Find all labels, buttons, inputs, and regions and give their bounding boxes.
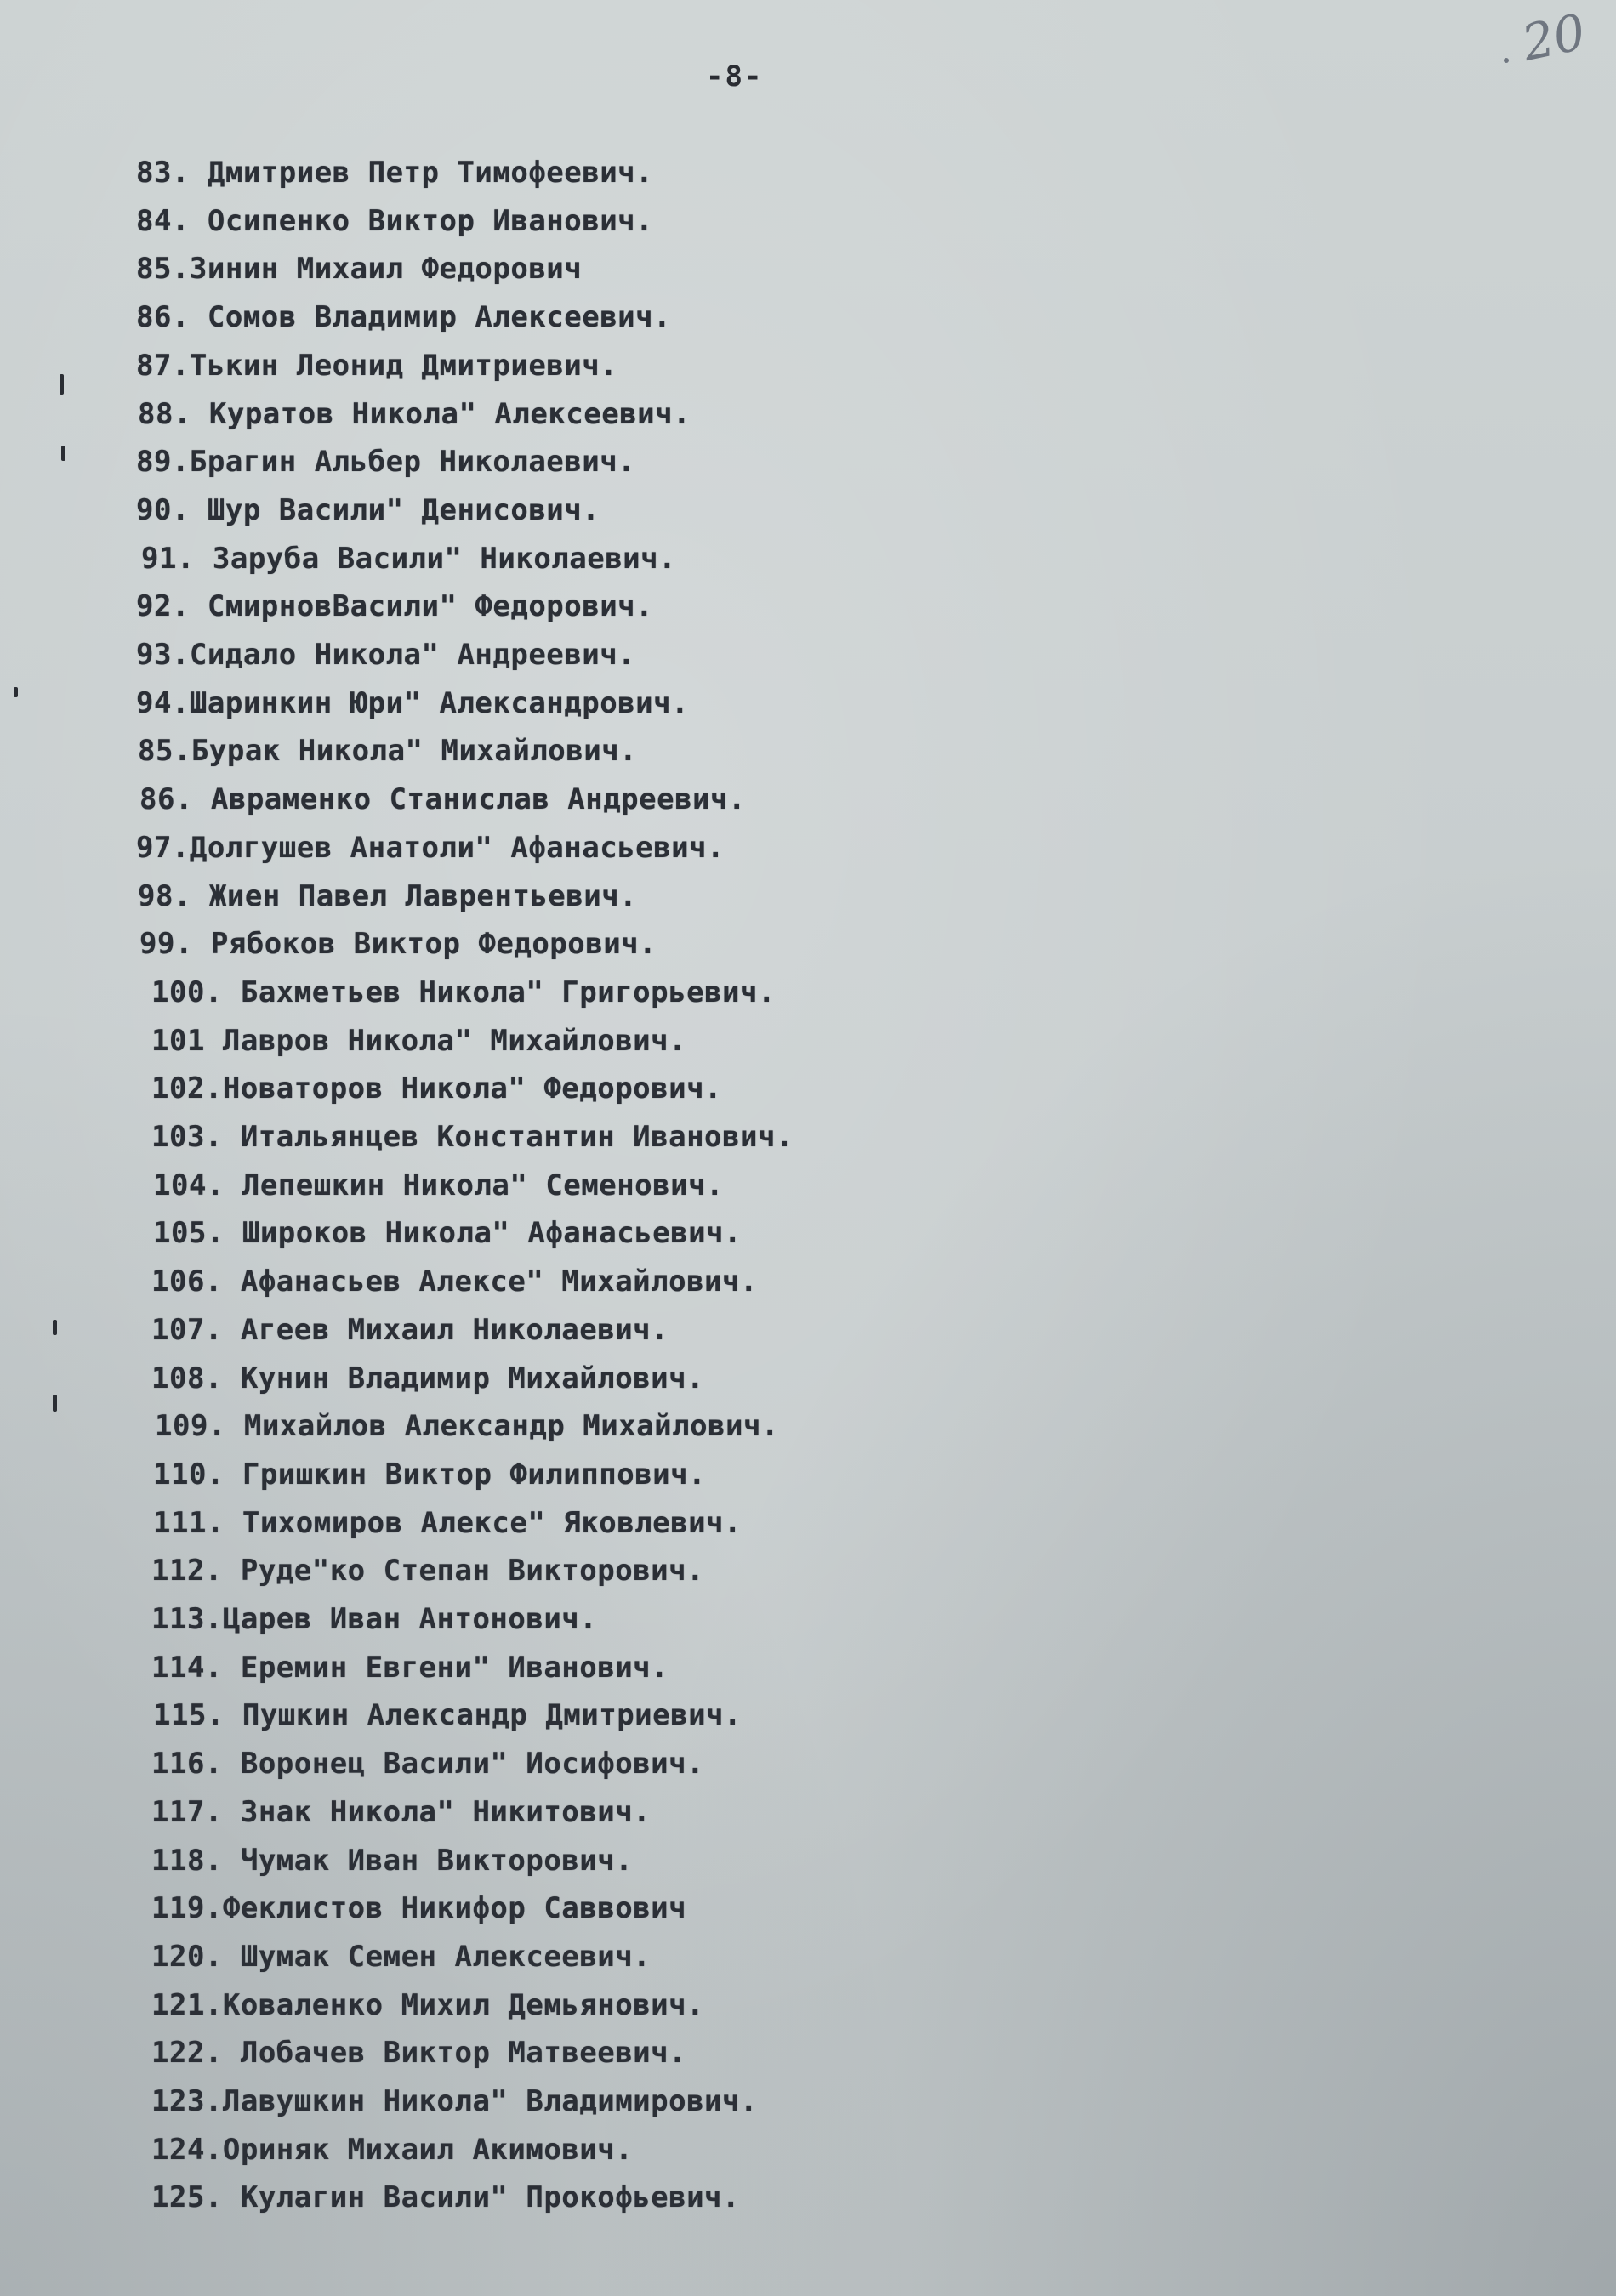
list-item: 107. Агеев Михаил Николаевич.: [151, 1313, 669, 1347]
list-item: 85.Зинин Михаил Федорович: [136, 252, 583, 286]
list-item: 124.Ориняк Михаил Акимович.: [151, 2133, 634, 2167]
list-item: 109. Михайлов Александр Михайлович.: [155, 1409, 779, 1443]
list-item: 88. Куратов Никола" Алексеевич.: [138, 397, 691, 431]
list-item: 86. Сомов Владимир Алексеевич.: [136, 300, 672, 334]
list-item: 101 Лавров Никола" Михайлович.: [151, 1024, 687, 1058]
list-item: 98. Жиен Павел Лаврентьевич.: [138, 879, 638, 913]
list-item: 118. Чумак Иван Викторович.: [151, 1844, 634, 1878]
list-item: 87.Тькин Леонид Дмитриевич.: [136, 349, 618, 383]
list-item: 120. Шумак Семен Алексеевич.: [151, 1940, 652, 1974]
list-item: 90. Шур Васили" Денисович.: [136, 493, 600, 527]
list-item: 125. Кулагин Васили" Прокофьевич.: [151, 2180, 741, 2214]
list-item: 103. Итальянцев Константин Иванович.: [151, 1120, 794, 1154]
list-item: 121.Коваленко Михил Демьянович.: [151, 1988, 705, 2022]
list-item: 85.Бурак Никола" Михайлович.: [138, 734, 638, 768]
list-item: 112. Руде"ко Степан Викторович.: [151, 1554, 705, 1588]
list-item: 106. Афанасьев Алексе" Михайлович.: [151, 1265, 758, 1299]
list-item: 100. Бахметьев Никола" Григорьевич.: [151, 975, 776, 1009]
list-item: 117. Знак Никола" Никитович.: [151, 1795, 652, 1829]
list-item: 114. Еремин Евгени" Иванович.: [151, 1651, 669, 1685]
list-item: 122. Лобачев Виктор Матвеевич.: [151, 2036, 687, 2070]
list-item: 110. Гришкин Виктор Филиппович.: [153, 1458, 707, 1492]
folio-number: 20: [1516, 3, 1591, 72]
list-item: 86. Авраменко Станислав Андреевич.: [139, 782, 746, 816]
list-item: 108. Кунин Владимир Михайлович.: [151, 1361, 705, 1395]
list-item: 83. Дмитриев Петр Тимофеевич.: [136, 156, 654, 190]
list-item: 111. Тихомиров Алексе" Яковлевич.: [153, 1506, 743, 1540]
list-item: 102.Новаторов Никола" Федорович.: [151, 1071, 723, 1105]
list-item: 105. Широков Никола" Афанасьевич.: [153, 1216, 743, 1250]
list-item: 91. Заруба Васили" Николаевич.: [141, 542, 677, 576]
list-item: 113.Царев Иван Антонович.: [151, 1602, 598, 1636]
list-item: 119.Феклистов Никифор Саввович: [151, 1891, 687, 1925]
list-item: 104. Лепешкин Никола" Семенович.: [153, 1168, 725, 1202]
list-item: 94.Шаринкин Юри" Александрович.: [136, 686, 690, 720]
list-item: 99. Рябоков Виктор Федорович.: [139, 927, 657, 961]
page-marker: -8-: [706, 60, 764, 94]
list-item: 123.Лавушкин Никола" Владимирович.: [151, 2084, 758, 2118]
list-item: 116. Воронец Васили" Иосифович.: [151, 1747, 705, 1781]
list-item: 97.Долгушев Анатоли" Афанасьевич.: [136, 831, 725, 865]
list-item: 92. СмирновВасили" Федорович.: [136, 589, 654, 623]
list-item: 89.Брагин Альбер Николаевич.: [136, 445, 636, 479]
list-item: 84. Осипенко Виктор Иванович.: [136, 204, 654, 238]
list-item: 93.Сидало Никола" Андреевич.: [136, 638, 636, 672]
list-item: 115. Пушкин Александр Дмитриевич.: [153, 1698, 743, 1732]
